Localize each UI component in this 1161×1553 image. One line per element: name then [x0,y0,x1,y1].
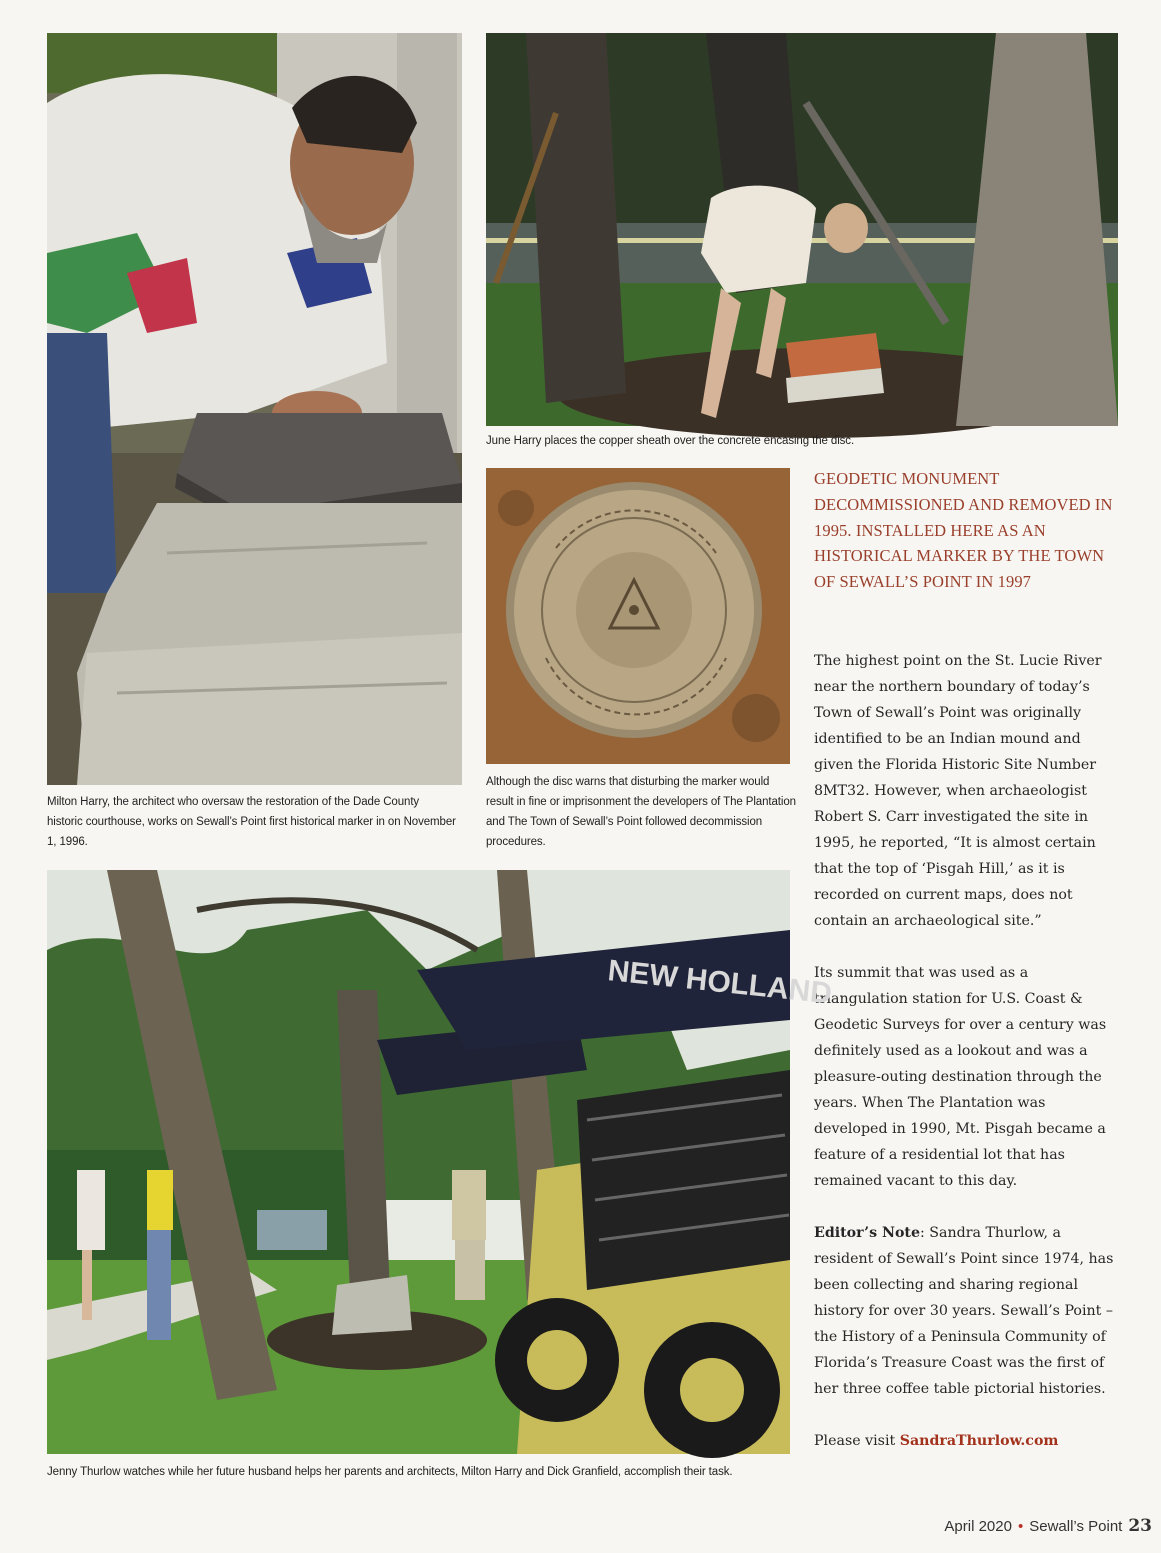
editor-note [814,1220,1114,1402]
visit-line [814,1428,1114,1454]
website-link[interactable]: SandraThurlow.com [899,1433,1059,1449]
paragraph-2: Its summit that was used as a triangulation station for U.S. Coast & Geodetic Surveys for over a century was definitely used as a lookout and was a pleasure-outing destination through the years. When The Plantation was developed in 1990, Mt. Pisgah became a feature of a residential lot that has remained vacant to this day. [814,965,1107,1189]
photo-june-harry [486,33,1118,426]
photo-loader-scene [47,870,834,1454]
footer-issue: April 2020 [944,1518,1012,1535]
caption-jenny-thurlow: Jenny Thurlow watches while her future husband helps her parents and architects, Milton Harry and Dick Granfield, accomplish their task. [47,1466,733,1478]
loader-brand-text: NEW HOLLAND [606,954,834,1011]
footer-magazine: Sewall’s Point [1029,1518,1123,1535]
caption-survey-disc: Although the disc warns that disturbing the marker would result in fine or imprisonment the developers of The Plantation and The Town of Sewall’s Point followed decommission procedures. [486,776,796,848]
editor-note-label: Editor’s Note [814,1225,921,1241]
footer-bullet: • [1017,1518,1024,1535]
article-headline: GEODETIC MONUMENT DECOMMISSIONED AND REMOVED IN 1995. INSTALLED HERE AS AN HISTORICAL MARKER BY THE TOWN OF SEWALL’S POINT IN 1997 [814,469,1113,592]
visit-text: Please visit [814,1433,900,1449]
page-footer [944,1516,1152,1536]
editor-note-text: : Sandra Thurlow, a resident of Sewall’s Point since 1974, has been collecting and sharing regional history for over 30 years. Sewall’s Point – the History of a Peninsula Community of Florida’s Treasure Coast was the first of her three coffee table pictorial histories. [814,1225,1114,1397]
photo-survey-disc [486,468,790,764]
paragraph-1: The highest point on the St. Lucie River near the northern boundary of today’s Town of Sewall’s Point was originally identified to be an Indian mound and given the Florida Historic Site Number 8MT32. However, when archaeologist Robert S. Carr investigated the site in 1995, he reported, “It is almost certain that the top of ‘Pisgah Hill,’ as it is recorded on current maps, does not contain an archaeological site.” [814,653,1102,929]
caption-june-harry: June Harry places the copper sheath over the concrete encasing the disc. [486,435,855,447]
article-body [814,648,1114,1454]
page-number: 23 [1128,1516,1152,1536]
caption-milton-harry: Milton Harry, the architect who oversaw the restoration of the Dade County historic courthouse, works on Sewall’s Point first historical marker in on November 1, 1996. [47,796,456,848]
photo-milton-harry [47,33,462,785]
